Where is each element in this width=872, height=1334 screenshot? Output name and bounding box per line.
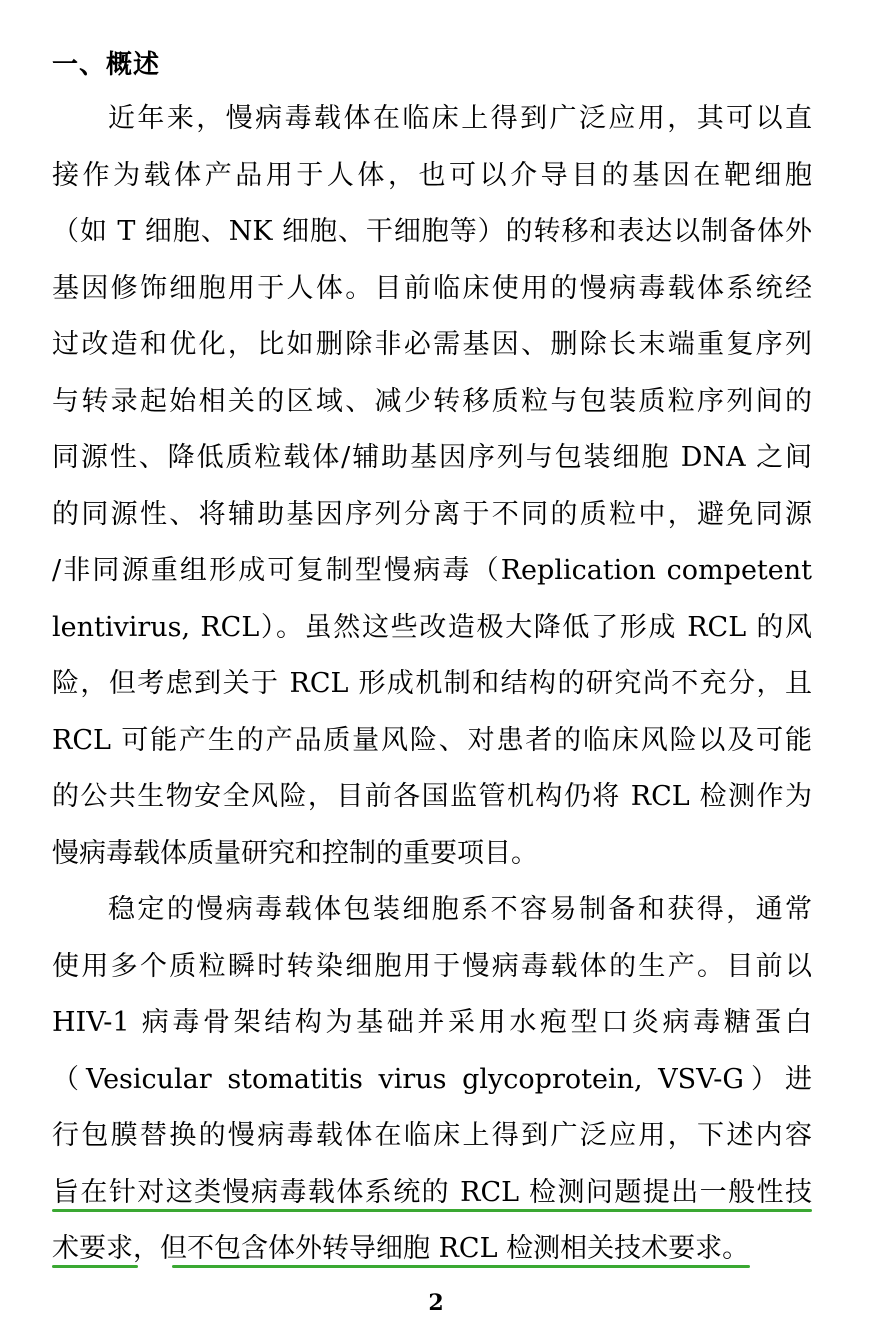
text-line: lentivirus, RCL）。虽然这些改造极大降低了形成 RCL 的风: [52, 612, 812, 643]
text-line: 与转录起始相关的区域、减少转移质粒与包装质粒序列间的: [52, 386, 812, 417]
text-line: 稳定的慢病毒载体包装细胞系不容易制备和获得，通常: [108, 894, 812, 925]
highlight-underline: [52, 1209, 812, 1212]
section-heading: 一、概述: [52, 50, 161, 80]
text-line: 险，但考虑到关于 RCL 形成机制和结构的研究尚不充分，且: [52, 668, 812, 699]
text-line: 接作为载体产品用于人体，也可以介导目的基因在靶细胞: [52, 160, 812, 191]
text-line: 慢病毒载体质量研究和控制的重要项目。: [52, 838, 538, 869]
text-line: RCL 可能产生的产品质量风险、对患者的临床风险以及可能: [52, 725, 812, 756]
text-line: 近年来，慢病毒载体在临床上得到广泛应用，其可以直: [108, 103, 812, 134]
text-line-highlighted: 旨在针对这类慢病毒载体系统的 RCL 检测问题提出一般性技: [52, 1177, 812, 1208]
text-line: 使用多个质粒瞬时转染细胞用于慢病毒载体的生产。目前以: [52, 951, 812, 982]
text-line: 过改造和优化，比如删除非必需基因、删除长末端重复序列: [52, 329, 812, 360]
page-number: 2: [428, 1290, 444, 1316]
text-line: 同源性、降低质粒载体/辅助基因序列与包装细胞 DNA 之间: [52, 442, 812, 473]
text-line: 基因修饰细胞用于人体。目前临床使用的慢病毒载体系统经: [52, 273, 812, 304]
text-line: HIV-1 病毒骨架结构为基础并采用水疱型口炎病毒糖蛋白: [52, 1007, 812, 1038]
text-line: （Vesicular stomatitis virus glycoprotein, VSV-G）进: [52, 1064, 812, 1095]
text-line: 行包膜替换的慢病毒载体在临床上得到广泛应用，下述内容: [52, 1120, 812, 1151]
highlight-underline: [52, 1265, 138, 1268]
text-line: 的同源性、将辅助基因序列分离于不同的质粒中，避免同源: [52, 499, 812, 530]
text-line: /非同源重组形成可复制型慢病毒（Replication competent: [52, 555, 812, 586]
text-line: 的公共生物安全风险，目前各国监管机构仍将 RCL 检测作为: [52, 781, 812, 812]
highlight-underline: [172, 1265, 750, 1268]
text-line-highlighted: 术要求，但不包含体外转导细胞 RCL 检测相关技术要求。: [52, 1233, 750, 1264]
text-line: （如 T 细胞、NK 细胞、干细胞等）的转移和表达以制备体外: [52, 216, 812, 247]
